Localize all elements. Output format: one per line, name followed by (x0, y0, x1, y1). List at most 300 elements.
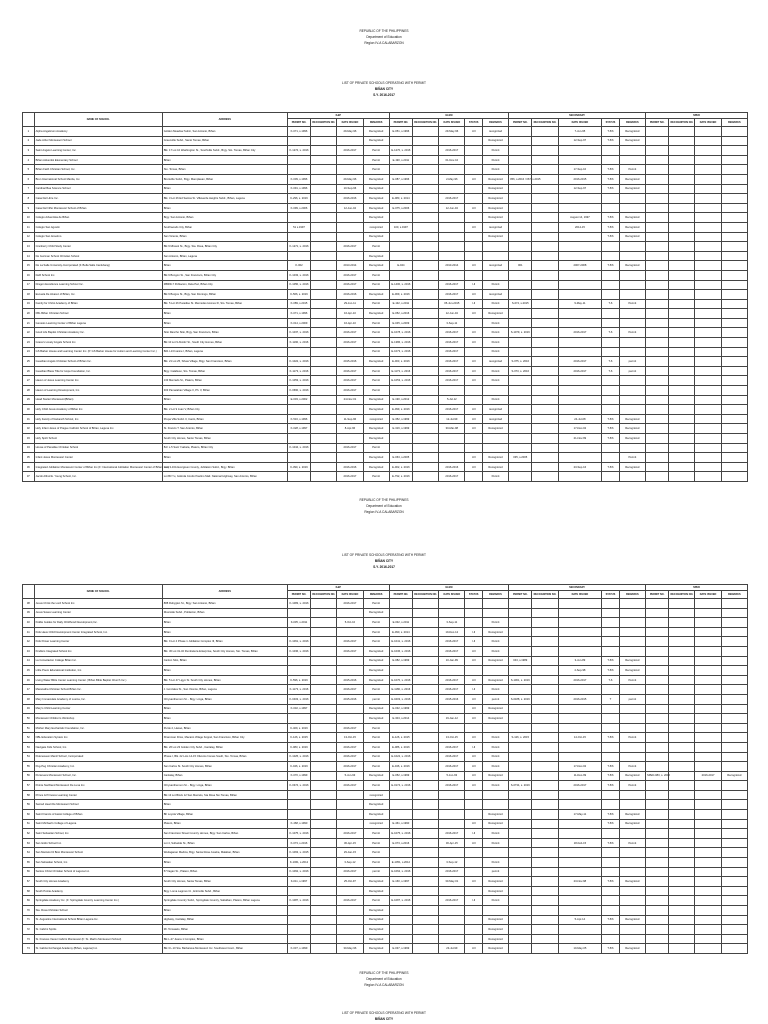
secondary-cell (532, 637, 558, 647)
elem-cell (482, 800, 508, 810)
table-row (23, 733, 748, 743)
secondary-cell (558, 627, 602, 637)
secondary-cell (619, 290, 645, 300)
kp-cell: 2016-2017 (337, 742, 363, 752)
school-address: Chrysanthemum St. - Brgy. Linga, Biñan (162, 694, 287, 704)
col-sub-header: STATUS (465, 119, 482, 127)
secondary-cell: Recognized (619, 127, 645, 137)
kp-cell: Permit (363, 618, 389, 628)
sped-cell (645, 434, 668, 444)
elem-cell: recognized (482, 127, 508, 137)
secondary-cell: 17-Dec-02 (558, 424, 602, 434)
elem-cell: E-1022, s. 2016 (389, 752, 412, 762)
sped-cell (721, 858, 747, 868)
secondary-cell (509, 472, 532, 482)
page-header-1 (0, 28, 768, 46)
sped-cell (695, 915, 721, 925)
sped-cell (645, 752, 668, 762)
secondary-cell: Recognized (619, 666, 645, 676)
kp-cell (337, 934, 363, 944)
kp-cell (311, 742, 337, 752)
kp-cell (311, 194, 337, 204)
elem-cell: Permit (482, 318, 508, 328)
sped-cell (669, 328, 695, 338)
sped-cell (695, 867, 721, 877)
secondary-cell (509, 800, 532, 810)
kp-cell (287, 472, 310, 482)
elem-cell: E-1270, s. 2016 (389, 146, 412, 156)
elem-cell (389, 886, 412, 896)
table-row (23, 771, 748, 781)
elem-cell: I-III (465, 405, 482, 415)
school-address: Brentville Subd., Brgy. Mamplasan, Biñan (162, 174, 287, 184)
kp-cell (337, 810, 363, 820)
table-row (23, 366, 748, 376)
secondary-cell (602, 405, 619, 415)
kp-cell (311, 424, 337, 434)
kp-cell: Permit (363, 270, 389, 280)
elem-cell (439, 934, 465, 944)
sped-cell (721, 146, 747, 156)
secondary-cell: Permit (619, 299, 645, 309)
school-address: Riverside Subd., Poblacion, Biñan (162, 608, 287, 618)
kp-cell (287, 232, 310, 242)
sped-cell (721, 694, 747, 704)
secondary-cell: Permit (619, 453, 645, 463)
secondary-cell (558, 338, 602, 348)
row-number: 38 (23, 599, 35, 609)
col-sub-header: RECOGNITION NO. (413, 119, 439, 127)
school-address: Greenville Subd., Santo Tomas, Biñan (162, 136, 287, 146)
row-number: 67 (23, 877, 35, 887)
kp-cell: permit (363, 867, 389, 877)
sped-cell (645, 280, 668, 290)
elem-cell: Recognized (482, 944, 508, 954)
secondary-cell (532, 472, 558, 482)
kp-cell: K-1037, s. 2016 (287, 328, 310, 338)
elem-cell (465, 608, 482, 618)
kp-cell: recognized (363, 819, 389, 829)
elem-cell: I-III (465, 733, 482, 743)
secondary-cell (602, 453, 619, 463)
secondary-cell (602, 858, 619, 868)
school-name: Escuela De Alvarez of Biñan, Inc. (34, 290, 162, 300)
elem-cell (413, 608, 439, 618)
secondary-cell (532, 618, 558, 628)
elem-cell: I-III (465, 366, 482, 376)
kp-cell (311, 184, 337, 194)
secondary-cell (602, 906, 619, 916)
elem-cell (413, 829, 439, 839)
elem-cell: I-III (465, 781, 482, 791)
elem-cell: 30-Apr-15 (439, 838, 465, 848)
secondary-cell: permit (619, 366, 645, 376)
school-name: Colegio San Agustin (34, 222, 162, 232)
kp-cell (311, 819, 337, 829)
elem-cell: E-032, s.2011 (389, 618, 412, 628)
elem-cell (413, 174, 439, 184)
school-address: Biñan (162, 714, 287, 724)
sped-cell (645, 165, 668, 175)
elem-cell: E-1386, s. 2016 (389, 338, 412, 348)
elem-cell: E-1180, s. 2016 (389, 685, 412, 695)
elem-cell: recognized (482, 222, 508, 232)
col-sub-header: RECOGNITION NO. (669, 591, 695, 599)
secondary-cell (509, 194, 532, 204)
elem-cell (413, 424, 439, 434)
kp-cell: recognized (363, 790, 389, 800)
sped-cell (721, 155, 747, 165)
col-group-header: K&P (287, 585, 389, 591)
col-sub-header: RECOGNITION NO. (669, 119, 695, 127)
col-sub-header: DATE ISSUED (439, 591, 465, 599)
kp-cell: K-0660, s. 2016 (287, 386, 310, 396)
col-sub-header: RECOGNITION NO. (532, 591, 558, 599)
sped-cell (669, 395, 695, 405)
elem-cell: 2016-2017 (439, 742, 465, 752)
kp-cell: K-409, s. 2016 (287, 723, 310, 733)
secondary-cell (558, 194, 602, 204)
sped-cell (695, 906, 721, 916)
school-address: Blk. 3 Lot 26 Ed Santos St. Villaverde Heights Subd., Biñan, Laguna (162, 194, 287, 204)
sped-cell (669, 896, 695, 906)
sped-cell (645, 714, 668, 724)
elem-cell (482, 599, 508, 609)
secondary-cell (619, 627, 645, 637)
elem-cell (413, 222, 439, 232)
kp-cell: 2016-2017 (337, 472, 363, 482)
secondary-cell: 21-Nov-99 (558, 434, 602, 444)
elem-cell: 01-Nov-10 (439, 155, 465, 165)
sped-cell (669, 424, 695, 434)
elem-cell: 5-Jun-93 (439, 771, 465, 781)
kp-cell: K-468, s.1990 (287, 819, 310, 829)
secondary-cell (509, 222, 532, 232)
elem-cell: E-045, s.2009 (389, 318, 412, 328)
sped-cell (645, 810, 668, 820)
sped-cell (669, 299, 695, 309)
kp-cell: 5-Oct-10 (337, 618, 363, 628)
kp-cell (311, 251, 337, 261)
secondary-cell (509, 155, 532, 165)
kp-cell: 2016-2017 (337, 829, 363, 839)
kp-cell: Recognized (363, 357, 389, 367)
secondary-cell (509, 608, 532, 618)
secondary-cell: T-5/6 (602, 222, 619, 232)
secondary-cell (619, 155, 645, 165)
row-number: 2 (23, 136, 35, 146)
elem-cell (389, 599, 412, 609)
elem-cell: 05-Jun-2015 (439, 299, 465, 309)
elem-cell: I-III (465, 453, 482, 463)
sped-cell (669, 762, 695, 772)
elem-cell (413, 762, 439, 772)
list-title: LIST OF PRIVATE SCHOOLS OPERATING WITH PERMIT (342, 553, 426, 557)
row-number: 35 (23, 453, 35, 463)
table-row (23, 599, 748, 609)
secondary-cell: T-6 (602, 366, 619, 376)
table-row (23, 810, 748, 820)
table-row (23, 694, 748, 704)
elem-cell: 23-Jul-99 (439, 944, 465, 954)
header-department: Department of Education (366, 35, 402, 39)
sped-cell (645, 472, 668, 482)
secondary-cell (509, 752, 532, 762)
secondary-cell (619, 618, 645, 628)
secondary-cell: 18-Feb-15 (558, 838, 602, 848)
school-address: Blk 3 L.10 Sta. Barbarava Montessori Inc. Southwest Court., Biñan (162, 944, 287, 954)
kp-cell: 2016-2017 (337, 328, 363, 338)
elem-cell: I-II (465, 829, 482, 839)
elem-cell: E-046, s. 2016 (389, 762, 412, 772)
sped-cell (721, 434, 747, 444)
kp-cell (337, 453, 363, 463)
elem-cell: I-III (465, 646, 482, 656)
elem-cell (413, 309, 439, 319)
sped-cell (695, 213, 721, 223)
elem-cell: 13-Oct-15 (439, 733, 465, 743)
secondary-cell (509, 414, 532, 424)
elem-cell (465, 136, 482, 146)
secondary-cell (602, 309, 619, 319)
elem-cell: 2016-2017 (439, 146, 465, 156)
kp-cell: Permit (363, 443, 389, 453)
kp-cell: Recognized (363, 136, 389, 146)
elem-cell: 2016-2017 (439, 366, 465, 376)
sped-cell (645, 194, 668, 204)
elem-cell: 2016-2017 (439, 290, 465, 300)
secondary-cell (558, 934, 602, 944)
secondary-cell (509, 270, 532, 280)
kp-cell (337, 222, 363, 232)
sped-cell (669, 280, 695, 290)
sped-cell (695, 261, 721, 271)
secondary-cell (532, 714, 558, 724)
elem-cell (482, 906, 508, 916)
secondary-cell (532, 877, 558, 887)
elem-cell: E-1400, s. 2016 (389, 280, 412, 290)
secondary-cell (602, 280, 619, 290)
kp-cell: 8-Apr-96 (337, 424, 363, 434)
kp-cell (311, 752, 337, 762)
kp-cell: Permit (363, 366, 389, 376)
elem-cell (439, 608, 465, 618)
elem-cell (389, 906, 412, 916)
secondary-cell: T-5/6 (602, 944, 619, 954)
school-name: Dragon Excellence Learning School Inc. (34, 280, 162, 290)
kp-cell: Recognized (363, 290, 389, 300)
kp-cell (311, 608, 337, 618)
kp-cell: K-014, s.2009 (287, 318, 310, 328)
row-number: 68 (23, 886, 35, 896)
header-region: Region IV-A CALABARZON (364, 510, 404, 514)
secondary-cell (532, 752, 558, 762)
elem-cell (389, 925, 412, 935)
elem-cell: E-316, s.1999 (389, 424, 412, 434)
secondary-cell (619, 886, 645, 896)
kp-cell: K-296, s. 2016 (287, 194, 310, 204)
elem-cell: E-1073, s. 2016 (389, 347, 412, 357)
table-row (23, 386, 748, 396)
sped-cell (695, 704, 721, 714)
sped-cell (669, 877, 695, 887)
elem-cell (413, 395, 439, 405)
kp-cell (287, 800, 310, 810)
sped-cell (721, 405, 747, 415)
secondary-cell (602, 251, 619, 261)
kp-cell: K-1050, s. 2016 (287, 280, 310, 290)
school-name: Bren International School Manila, Inc. (34, 174, 162, 184)
elem-cell (465, 443, 482, 453)
sped-cell (695, 656, 721, 666)
secondary-cell (602, 704, 619, 714)
elem-cell: I-III (465, 838, 482, 848)
secondary-cell (509, 867, 532, 877)
elem-cell: Recognized (482, 424, 508, 434)
secondary-cell (532, 666, 558, 676)
kp-cell (311, 136, 337, 146)
elem-cell (465, 599, 482, 609)
sped-cell (645, 608, 668, 618)
elem-cell: E-052, s.1999 (389, 771, 412, 781)
col-group-header: ELEM (389, 113, 508, 119)
sped-cell (721, 357, 747, 367)
school-address: Blk. 26 Lot 23 Golden City Subd., Canlalay, Biñan (162, 742, 287, 752)
secondary-cell (619, 472, 645, 482)
secondary-cell (619, 270, 645, 280)
elem-cell: 12-Jun-04 (439, 309, 465, 319)
elem-cell (413, 858, 439, 868)
kp-cell: 29-Jun-11 (337, 299, 363, 309)
kp-cell: K-037, s.1999 (287, 944, 310, 954)
row-number: 66 (23, 867, 35, 877)
elem-cell (465, 915, 482, 925)
elem-cell (465, 318, 482, 328)
secondary-cell (532, 925, 558, 935)
school-name: Family for Christ Academy of Biñan (34, 299, 162, 309)
sped-cell (669, 290, 695, 300)
sped-cell (721, 599, 747, 609)
kp-cell (287, 906, 310, 916)
school-address: Biñan (162, 800, 287, 810)
sped-cell (695, 627, 721, 637)
elem-cell (413, 290, 439, 300)
secondary-cell (532, 136, 558, 146)
secondary-cell (532, 723, 558, 733)
school-name: Mary's Child Learning Center (34, 704, 162, 714)
table-row (23, 290, 748, 300)
table-row (23, 618, 748, 628)
secondary-cell (619, 925, 645, 935)
kp-cell (337, 213, 363, 223)
kp-cell: 29-Jan-15 (337, 848, 363, 858)
sped-cell (645, 376, 668, 386)
elem-cell (439, 443, 465, 453)
secondary-cell (558, 146, 602, 156)
sped-cell (669, 472, 695, 482)
kp-cell: 10-Sep-96 (337, 184, 363, 194)
kp-cell (311, 299, 337, 309)
secondary-cell (602, 290, 619, 300)
secondary-cell: T-5/6 (602, 165, 619, 175)
sped-cell (645, 222, 668, 232)
elem-cell (465, 347, 482, 357)
secondary-cell (619, 347, 645, 357)
elem-cell: Permit (482, 762, 508, 772)
kp-cell: Permit (363, 242, 389, 252)
row-number: 11 (23, 222, 35, 232)
row-number: 56 (23, 771, 35, 781)
elem-cell (439, 242, 465, 252)
row-number: 65 (23, 858, 35, 868)
elem-cell (413, 886, 439, 896)
elem-cell: I-III (465, 714, 482, 724)
elem-cell: 100, s.1997 (389, 222, 412, 232)
sped-cell (645, 762, 668, 772)
school-address: Biñan (162, 704, 287, 714)
kp-cell: 11-Sep-96 (337, 414, 363, 424)
secondary-cell (558, 819, 602, 829)
elem-cell (413, 714, 439, 724)
sped-cell (721, 414, 747, 424)
sped-cell (721, 762, 747, 772)
sped-cell (645, 781, 668, 791)
sped-cell (669, 194, 695, 204)
sped-cell (669, 242, 695, 252)
elem-cell: Permit (482, 155, 508, 165)
school-address: St. Francis T. San Antonio, Biñan (162, 424, 287, 434)
row-number: 61 (23, 819, 35, 829)
kp-cell: 2013-2014 (337, 261, 363, 271)
sped-cell (669, 810, 695, 820)
school-name: Guardian Bless Title for Hope Foundation, Inc. (34, 366, 162, 376)
sped-cell (721, 376, 747, 386)
secondary-cell: 035, s.2005 (509, 453, 532, 463)
secondary-cell (619, 309, 645, 319)
secondary-cell (532, 155, 558, 165)
elem-cell: E-075, s.2006 (389, 203, 412, 213)
col-group-header: ELEM (389, 585, 508, 591)
table-row (23, 472, 748, 482)
sped-cell (695, 155, 721, 165)
elem-cell (389, 270, 412, 280)
kp-cell: 2016-2017 (337, 599, 363, 609)
secondary-cell (509, 944, 532, 954)
sped-cell (695, 896, 721, 906)
sped-cell (645, 733, 668, 743)
school-name: La Consolacion College Biñan Inc. (34, 656, 162, 666)
sped-cell (645, 867, 668, 877)
row-number: 34 (23, 443, 35, 453)
sped-cell (669, 800, 695, 810)
secondary-cell (509, 318, 532, 328)
sped-cell (669, 906, 695, 916)
sped-cell (695, 165, 721, 175)
elem-cell (413, 771, 439, 781)
kp-cell (311, 453, 337, 463)
elem-cell (413, 819, 439, 829)
table-row (23, 155, 748, 165)
col-sub-header: PERMIT NO. (389, 119, 412, 127)
elem-cell (439, 213, 465, 223)
elem-cell (413, 618, 439, 628)
sped-cell (721, 338, 747, 348)
table-row (23, 395, 748, 405)
elem-cell: recognized (482, 414, 508, 424)
kp-cell: 51 s.1997 (287, 222, 310, 232)
secondary-cell (509, 165, 532, 175)
kp-cell (337, 704, 363, 714)
